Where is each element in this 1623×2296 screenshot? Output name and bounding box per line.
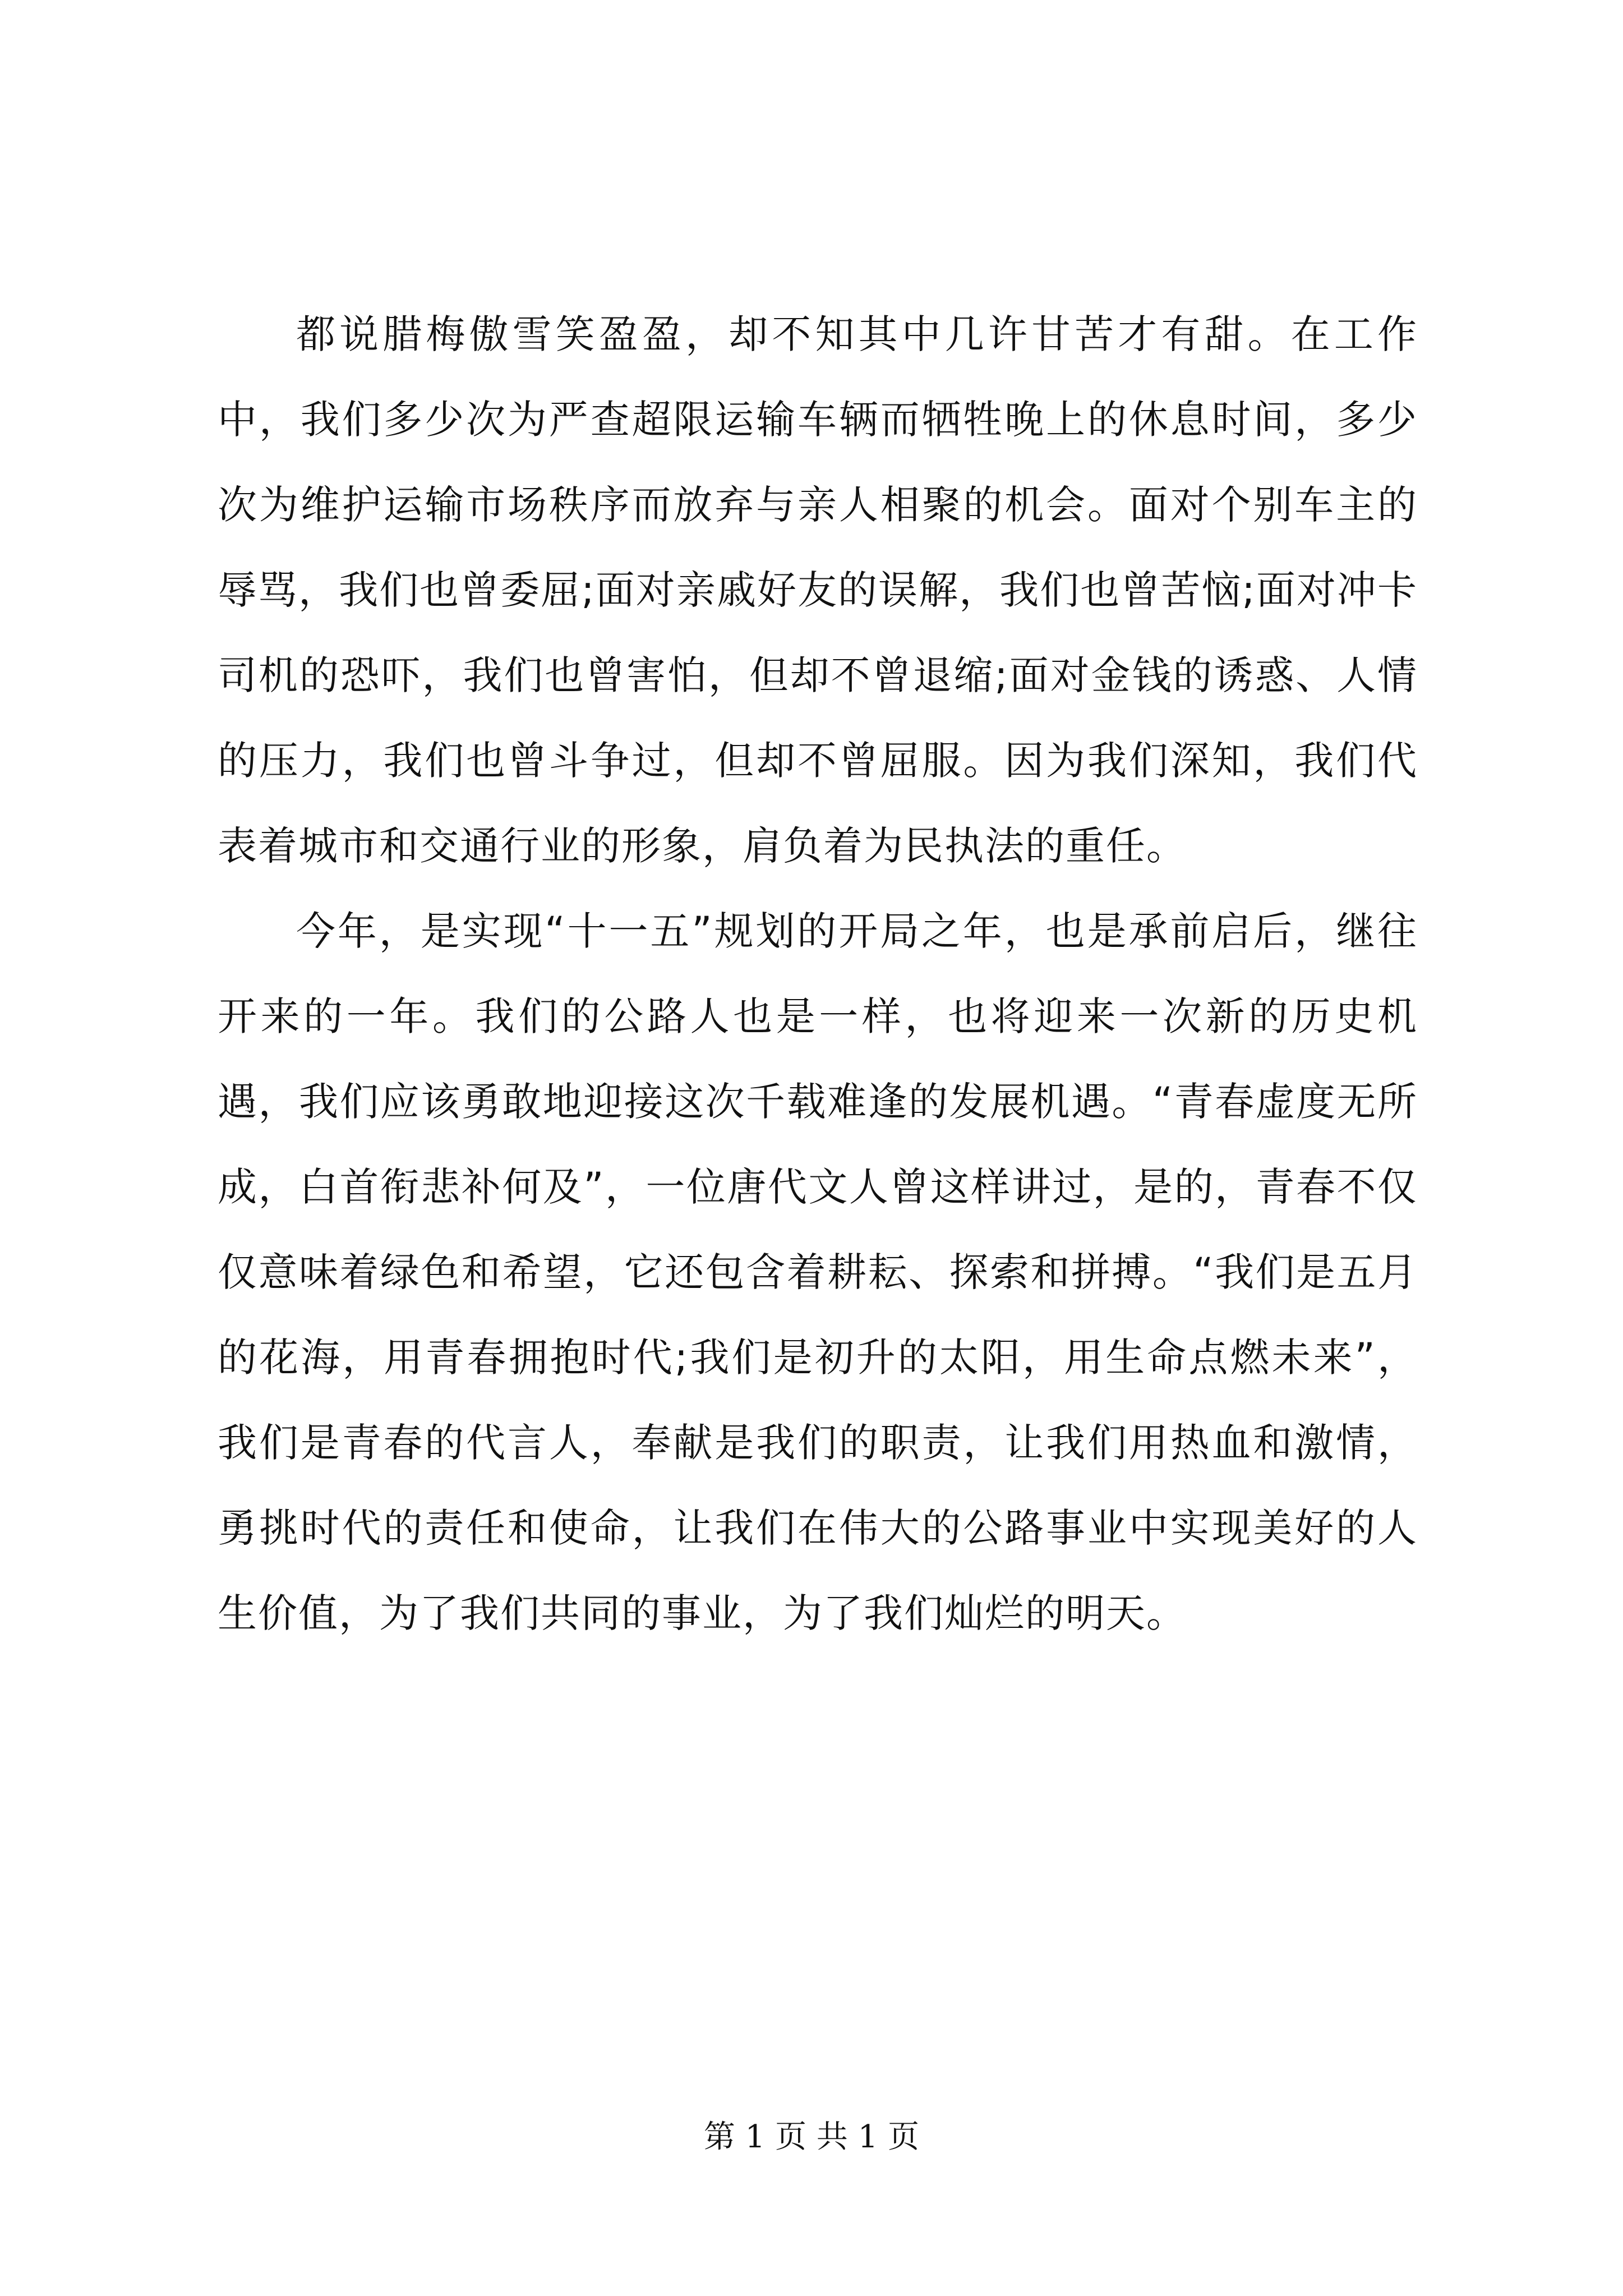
page-footer: 第 1 页 共 1 页 <box>703 2119 920 2155</box>
paragraph-2: 今年，是实现“十一五”规划的开局之年，也是承前启后，继往开来的一年。我们的公路人也是一样，也将迎来一次新的历史机遇，我们应该勇敢地迎接这次千载难逢的发展机遇。“青春虚度无所成，白首衔悲补何及”，一位唐代文人曾这样讲过，是的，青春不仅仅意味着绿色和希望，它还包含着耕耘、探索和拼搏。“我们是五月的花海，用青春拥抱时代;我们是初升的太阳，用生命点燃未来”，我们是青春的代言人，奉献是我们的职责，让我们用热血和激情，勇挑时代的责任和使命，让我们在伟大的公路事业中实现美好的人生价值，为了我们共同的事业，为了我们灿烂的明天。 <box>218 908 1418 1636</box>
paragraph-1: 都说腊梅傲雪笑盈盈，却不知其中几许甘苦才有甜。在工作中，我们多少次为严查超限运输车辆而牺牲晚上的休息时间，多少次为维护运输市场秩序而放弃与亲人相聚的机会。面对个别车主的辱骂，我们也曾委屈;面对亲戚好友的误解，我们也曾苦恼;面对冲卡司机的恐吓，我们也曾害怕，但却不曾退缩;面对金钱的诱惑、人情的压力，我们也曾斗争过，但却不曾屈服。因为我们深知，我们代表着城市和交通行业的形象，肩负着为民执法的重任。 <box>218 311 1418 869</box>
document-body <box>218 292 1418 1656</box>
